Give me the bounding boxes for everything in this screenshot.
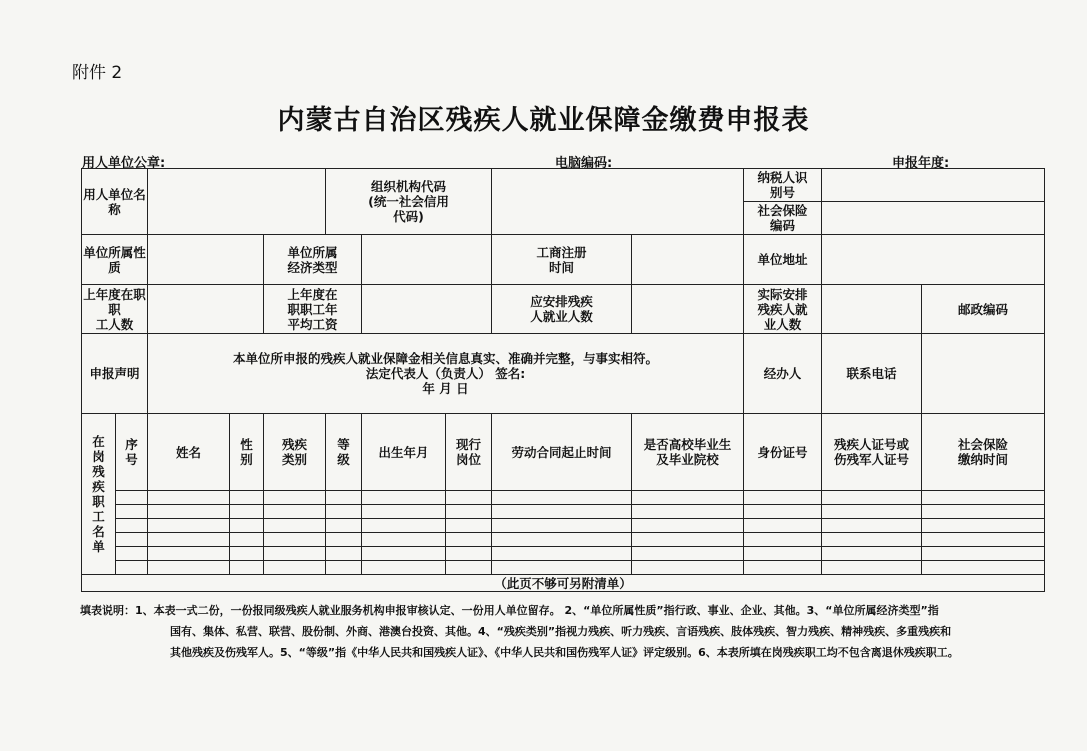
taxpayer-id-label: 纳税人识 别号 bbox=[744, 169, 822, 202]
declaration-form-table bbox=[81, 168, 1045, 592]
roster-footer-note: （此页不够可另附清单） bbox=[82, 575, 1045, 592]
instructions-line-2: 国有、集体、私营、联营、股份制、外商、港澳台投资、其他。4、“残疾类别”指视力残疾、听力残疾、言语残疾、肢体残疾、智力残疾、精神残疾、多重残疾和 bbox=[170, 625, 952, 638]
econ-type-label: 单位所属 经济类型 bbox=[264, 235, 362, 285]
avg-wage-label: 上年度在 职职工年 平均工资 bbox=[264, 285, 362, 334]
econ-type-field[interactable] bbox=[362, 235, 492, 285]
org-code-field[interactable] bbox=[492, 169, 744, 235]
avg-wage-field[interactable] bbox=[362, 285, 492, 334]
postcode-label: 邮政编码 bbox=[922, 285, 1045, 334]
unit-address-field[interactable] bbox=[822, 235, 1045, 285]
attachment-label: 附件 2 bbox=[72, 63, 123, 83]
roster-side-label: 在 岗 残 疾 职 工 名 单 bbox=[82, 414, 116, 575]
declaration-label: 申报声明 bbox=[82, 334, 148, 414]
roster-row[interactable] bbox=[82, 547, 1045, 561]
declare-year-label: 申报年度: bbox=[892, 156, 950, 171]
computer-code-label: 电脑编码: bbox=[555, 156, 613, 171]
col-gender: 性 别 bbox=[230, 414, 264, 491]
should-arrange-label: 应安排残疾 人就业人数 bbox=[492, 285, 632, 334]
actual-arrange-field[interactable] bbox=[822, 285, 922, 334]
biz-reg-time-label: 工商注册 时间 bbox=[492, 235, 632, 285]
social-insurance-code-field[interactable] bbox=[822, 202, 1045, 235]
col-contract-period: 劳动合同起止时间 bbox=[492, 414, 632, 491]
col-insurance-time: 社会保险 缴纳时间 bbox=[922, 414, 1045, 491]
col-disability-type: 残疾 类别 bbox=[264, 414, 326, 491]
roster-row[interactable] bbox=[82, 519, 1045, 533]
col-birth: 出生年月 bbox=[362, 414, 446, 491]
declaration-statement: 本单位所申报的残疾人就业保障金相关信息真实、准确并完整，与事实相符。 法定代表人（负责人） 签名: 年 月 日 bbox=[148, 334, 744, 414]
staff-count-label: 上年度在职职 工人数 bbox=[83, 286, 146, 332]
handler-label: 经办人 bbox=[744, 334, 822, 414]
roster-row[interactable] bbox=[82, 561, 1045, 575]
actual-arrange-label: 实际安排 残疾人就 业人数 bbox=[744, 285, 822, 334]
col-id-number: 身份证号 bbox=[744, 414, 822, 491]
phone-field[interactable] bbox=[922, 334, 1045, 414]
col-seq: 序 号 bbox=[116, 414, 148, 491]
staff-count-field[interactable] bbox=[148, 285, 264, 334]
biz-reg-time-field[interactable] bbox=[632, 235, 744, 285]
col-graduate: 是否高校毕业生 及毕业院校 bbox=[632, 414, 744, 491]
unit-name-field[interactable] bbox=[148, 169, 326, 235]
unit-name-label: 用人单位名称 bbox=[82, 169, 148, 235]
roster-row[interactable] bbox=[82, 533, 1045, 547]
org-code-label: 组织机构代码 (统一社会信用 代码) bbox=[326, 169, 492, 235]
roster-row[interactable] bbox=[82, 491, 1045, 505]
filling-instructions bbox=[80, 600, 1040, 663]
col-current-post: 现行 岗位 bbox=[446, 414, 492, 491]
instructions-line-1: 填表说明：1、本表一式二份，一份报同级残疾人就业服务机构申报审核认定、一份用人单位留存。 2、“单位所属性质”指行政、事业、企业、其他。3、“单位所属经济类型”指 bbox=[80, 604, 939, 617]
social-insurance-code-label: 社会保险 编码 bbox=[744, 202, 822, 235]
col-disability-cert: 残疾人证号或 伤残军人证号 bbox=[822, 414, 922, 491]
form-title: 内蒙古自治区残疾人就业保障金缴费申报表 bbox=[277, 105, 810, 136]
taxpayer-id-field[interactable] bbox=[822, 169, 1045, 202]
should-arrange-field[interactable] bbox=[632, 285, 744, 334]
unit-address-label: 单位地址 bbox=[744, 235, 822, 285]
employer-seal-label: 用人单位公章: bbox=[82, 156, 166, 171]
instructions-line-3: 其他残疾及伤残军人。5、“等级”指《中华人民共和国残疾人证》、《中华人民共和国伤残军人证》评定级别。6、本表所填在岗残疾职工均不包含离退休残疾职工。 bbox=[170, 646, 959, 659]
unit-nature-field[interactable] bbox=[148, 235, 264, 285]
col-name: 姓名 bbox=[148, 414, 230, 491]
col-grade: 等 级 bbox=[326, 414, 362, 491]
phone-label: 联系电话 bbox=[822, 334, 922, 414]
roster-row[interactable] bbox=[82, 505, 1045, 519]
unit-nature-label: 单位所属性质 bbox=[82, 235, 148, 285]
